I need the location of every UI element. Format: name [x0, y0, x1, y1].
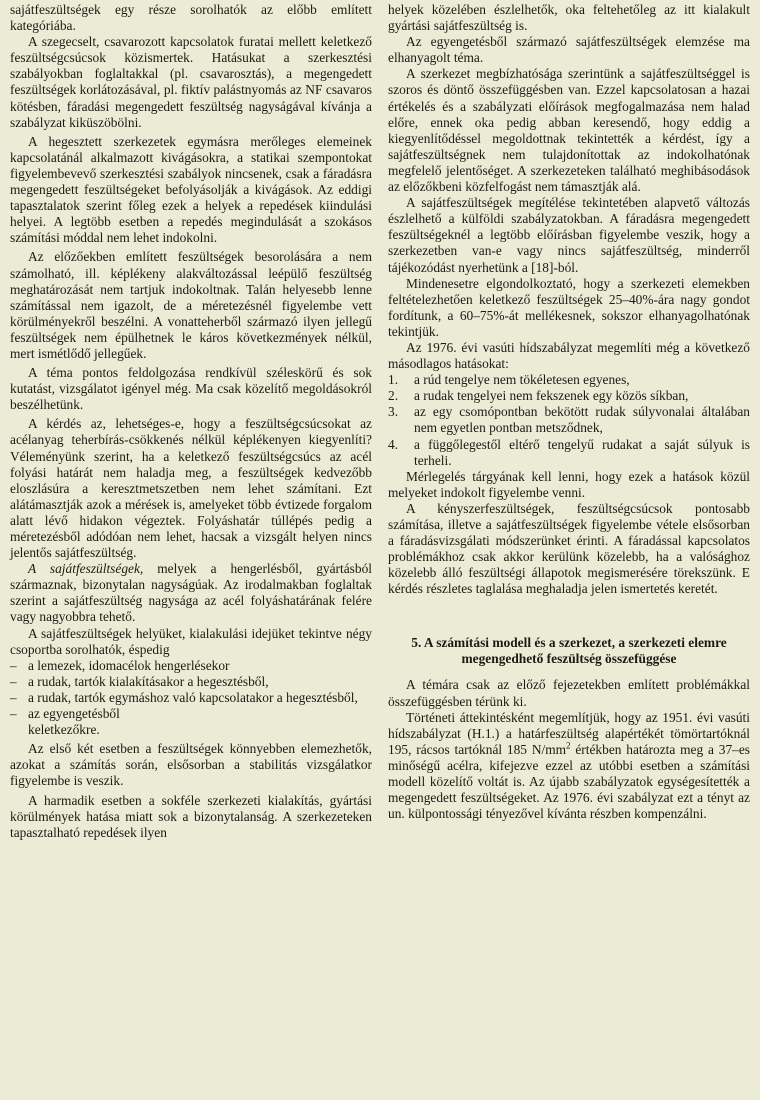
numbered-item	[388, 372, 750, 388]
item-number: 3.	[388, 404, 399, 420]
emphasis: A sajátfeszültségek,	[28, 561, 144, 577]
list-item-text: a rudak tengelyei nem fekszenek egy közös síkban,	[414, 388, 689, 404]
right-column	[388, 2, 750, 1100]
item-number: 2.	[388, 388, 399, 404]
paragraph: Az első két esetben a feszültségek könnyebben elemezhetők, azokat a számítás során, elsősorban a stabilitás vizsgálatkor figyelembe is veszik.	[10, 741, 372, 789]
paragraph	[10, 561, 372, 625]
paragraph: A kérdés az, lehetséges-e, hogy a feszültségcsúcsokat az acélanyag teherbírás-csökkenés nélkül képlékenyen kiegyenlíti? Véleményünk szerint, ha a keletkező feszültségcsúcs az acél folyási határát nem haladja meg, a feszültségek kedvezőbb eloszlásúra a keresztmetszetben nem lehet számítani. Ezt alátámasztják azok a mérések is, amelyeket több évtizede forgalom alatt lévő hidakon végeztek. Folyáshatár túllépés pedig a méretezésből adódóan nem lehet, hacsak a vizsgált helyen nincs jelentős sajátfeszültség.	[10, 416, 372, 561]
paragraph: A sajátfeszültségek megítélése tekintetében alapvető változás észlelhető a külföldi szabályzatokban. A fáradásra megengedett feszültségeknél a legtöbb előírásban figyelembe veszik, hogy a szerkezetben van-e vagy nincs sajátfeszültség, minderről tájékozódást nyerhetünk a [18]-ból.	[388, 195, 750, 275]
list-item-text: keletkezőkre.	[28, 722, 100, 738]
paragraph: helyek közelében észlelhetők, oka feltehetőleg az itt kialakult gyártási sajátfeszültség is.	[388, 2, 750, 34]
paragraph: Mérlegelés tárgyának kell lenni, hogy ezek a hatások közül melyeket indokolt figyelembe venni.	[388, 468, 750, 500]
paragraph: A szegecselt, csavarozott kapcsolatok furatai mellett keletkező feszültségcsúcsok közismertek. Hatásukat a szerkesztési szabályokban foglaltakkal (pl. csavarosztás), a megengedett feszültségek korlátozásával, pl. fiktív palástnyomás az NF csavaros kötésben, fáradási megengedett feszültség nagyságával kívánja a szabályzat kiküszöbölni.	[10, 34, 372, 130]
paragraph: A sajátfeszültségek helyüket, kialakulási idejüket tekintve négy csoportba sorolhatók, éspedig	[10, 625, 372, 657]
paragraph: A harmadik esetben a sokféle szerkezeti kialakítás, gyártási körülmények hatása miatt sok a bizonytalanság. A szerkezeteken tapasztalható repedések ilyen	[10, 792, 372, 840]
list-item	[10, 690, 372, 706]
numbered-item	[388, 404, 750, 436]
section-heading: 5. A számítási modell és a szerkezet, a szerkezeti elemre megengedhető feszültség összefüggése	[411, 635, 727, 667]
paragraph: A kényszerfeszültségek, feszültségcsúcsok pontosabb számítása, illetve a sajátfeszültségek figyelembe vétele elsősorban a fáradásvizsgálati módszerünket érinti. A fáradással kapcsolatos problémákhoz csak akkor kerülünk közelebb, ha a valósághoz közelebb álló feszültségi állapotok megismerésére törekszünk. E kérdés részletes taglalása meghaladja jelen ismertetés keretét.	[388, 500, 750, 597]
superscript: 2	[566, 740, 571, 751]
item-number: 4.	[388, 436, 399, 452]
paragraph: sajátfeszültségek egy része sorolhatók az előbb említett kategóriába.	[10, 2, 372, 34]
item-number: 1.	[388, 372, 399, 388]
list-continuation	[10, 722, 372, 738]
paragraph-text: melyek a hengerlésből, gyártásból származnak, bizonytalan nagyságúak. Az irodalmakban foglaltak szerint a sajátfeszültség nagysága az acél folyáshatárának felére vagy nagyobbra tehető.	[10, 561, 372, 625]
paragraph: A témára csak az előző fejezetekben említett problémákkal összefüggésben térünk ki.	[388, 677, 750, 709]
paragraph: Az egyengetésből származó sajátfeszültségek elemzése ma elhanyagolt téma.	[388, 34, 750, 66]
list-dash: –	[10, 689, 17, 705]
paragraph-text: értékben határozta meg a 37–es minőségű acélra, kifejezve ezzel az utóbbi esetben a számítási modell közelítő voltát is. Az újabb szabályzatok egységesítették a megengedett feszültségeket. Az 1976. évi szabályzat ezt a tényt az un. külpontossági tényezővel kívánta részben kompenzálni.	[388, 741, 750, 822]
paragraph: A hegesztett szerkezetek egymásra merőleges elemeinek kapcsolatánál alkalmazott kivágásokra, a statikai szempontokat figyelembevevő szerkesztési szabályok nincsenek, csak a fáradásra megengedett feszültségeket befolyásolják a kivágások. Az eddigi tapasztalatok szerint főleg ezek a helyek a repedések kiindulási helyei. A legtöbb esetben a repedés megindulását a szokásos számítási móddal nem lehet indokolni.	[10, 133, 372, 246]
paragraph: Mindenesetre elgondolkoztató, hogy a szerkezeti elemekben feltételezhetően keletkező feszültségek 25–40%-ára nagy gondot fordítunk, a 60–75%-át mellékesnek, sokszor elhanyagolhatónak tekintjük.	[388, 275, 750, 339]
paragraph: Az 1976. évi vasúti hídszabályzat megemlíti még a következő másodlagos hatásokat:	[388, 339, 750, 372]
paragraph	[388, 710, 750, 823]
list-dash: –	[10, 706, 17, 722]
list-item	[10, 706, 372, 722]
list-item-text: az egy csomópontban bekötött rudak súlyvonalai általában nem egyetlen pontban metsződnek,	[414, 404, 750, 436]
list-item-text: a rúd tengelye nem tökéletesen egyenes,	[414, 372, 630, 388]
list-item	[10, 658, 372, 674]
list-item	[10, 674, 372, 690]
paragraph: A szerkezet megbízhatósága szerintünk a sajátfeszültséggel is szoros és döntő összefüggésben van. Ezzel kapcsolatosan a hazai értékelés és a szabályzati előírások megfogalmazása nem halad előre, ennek oka pedig abban keresendő, hogy eddig a kiegyenlítődéssel megoldottnak tekintették a kérdést, így a sajátfeszültségnek nem tulajdonítottak az indokolhatónak megfelelő jelentőséget. A szerkezeteken található meghibásodások az előzőkbeni közfelfogást nem támasztják alá.	[388, 66, 750, 195]
numbered-item	[388, 437, 750, 469]
list-item-text: a rudak, tartók kialakításakor a hegesztésből,	[28, 673, 269, 689]
list-item-text: az egyengetésből	[28, 706, 120, 722]
paragraph: A téma pontos feldolgozása rendkívül széleskörű és sok kutatást, vizsgálatot igényel még. Ma csak közelítő megoldásokról beszélhetünk.	[10, 365, 372, 413]
paragraph: Az előzőekben említett feszültségek besorolására a nem számolható, ill. képlékeny alakváltozással leépülő feszültség meghatározását nem tartjuk indokoltnak. Talán helyesebb lenne számítással nem igazolt, de a méretezésnél figyelembe vett körülményekről beszélni. A vonatteherből származó ilyen jellegű feszültségek nem épülhetnek le káros következmények nélkül, mert ismétlődő jellegűek.	[10, 249, 372, 361]
numbered-item	[388, 388, 750, 404]
list-item-text: a rudak, tartók egymáshoz való kapcsolatakor a hegesztésből,	[28, 689, 358, 705]
list-dash: –	[10, 673, 17, 689]
left-column	[10, 2, 372, 1100]
list-item-text: a lemezek, idomacélok hengerlésekor	[28, 657, 230, 673]
list-dash: –	[10, 657, 17, 673]
list-item-text: a függőlegestől eltérő tengelyű rudakat a saját súlyuk is terheli.	[414, 436, 750, 468]
paragraph-text: Történeti áttekintésként megemlítjük, hogy az 1951. évi vasúti hídszabályzat (H.1.) a határfeszültség alapértékét tömörtartóknál 195, rácsos tartóknál 185 N/mm	[388, 709, 750, 757]
